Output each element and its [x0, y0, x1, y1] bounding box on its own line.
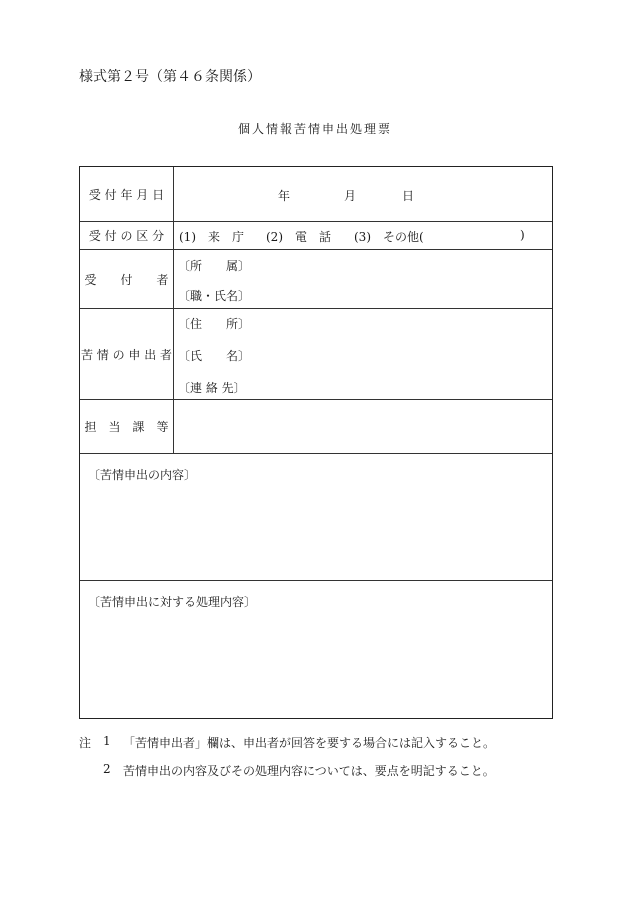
position-name-label: 〔職・氏名〕 [178, 289, 251, 303]
form-number: 様式第２号（第４６条関係） [79, 69, 261, 85]
receiver-label: 受 付 者 [80, 250, 174, 308]
option-other[interactable]: (3) その他( [354, 230, 424, 244]
year-label: 年 [278, 189, 291, 203]
affiliation-label: 〔所 属〕 [178, 259, 251, 273]
reception-date-field[interactable] [174, 167, 552, 221]
option-visit[interactable]: (1) 来 庁 [179, 230, 244, 244]
handling-content-row[interactable] [80, 581, 552, 718]
notes-prefix: 注 [79, 736, 92, 750]
handling-content-label: 〔苦情申出に対する処理内容〕 [88, 595, 257, 609]
note-2-text: 苦情申出の内容及びその処理内容については、要点を明記すること。 [123, 764, 495, 778]
receiver-field[interactable] [174, 250, 552, 308]
reception-date-row [80, 167, 552, 222]
reception-type-field[interactable] [174, 222, 552, 249]
complaint-form-table [79, 166, 553, 719]
name-label: 〔氏 名〕 [178, 349, 251, 363]
page-title: 個人情報苦情申出処理票 [237, 122, 392, 136]
complaint-content-label: 〔苦情申出の内容〕 [88, 468, 197, 482]
day-label: 日 [402, 189, 415, 203]
department-row [80, 400, 552, 454]
complaint-content-row[interactable] [80, 454, 552, 581]
complainant-field[interactable] [174, 309, 552, 399]
department-label: 担 当 課 等 [80, 400, 174, 453]
complainant-label: 苦 情 の 申 出 者 [80, 309, 174, 399]
option-phone[interactable]: (2) 電 話 [266, 230, 331, 244]
note-2-number: 2 [103, 762, 111, 776]
complainant-row [80, 309, 552, 400]
contact-label: 〔連 絡 先〕 [178, 381, 246, 395]
option-other-close: ) [520, 228, 525, 242]
note-1-number: 1 [103, 734, 111, 748]
note-1-text: 「苦情申出者」欄は、申出者が回答を要する場合には記入すること。 [123, 736, 496, 750]
reception-type-row [80, 222, 552, 250]
department-field[interactable] [174, 400, 552, 453]
receiver-row [80, 250, 552, 309]
month-label: 月 [344, 189, 357, 203]
address-label: 〔住 所〕 [178, 317, 251, 331]
reception-type-label: 受 付 の 区 分 [80, 222, 174, 249]
reception-date-label: 受 付 年 月 日 [80, 167, 174, 221]
